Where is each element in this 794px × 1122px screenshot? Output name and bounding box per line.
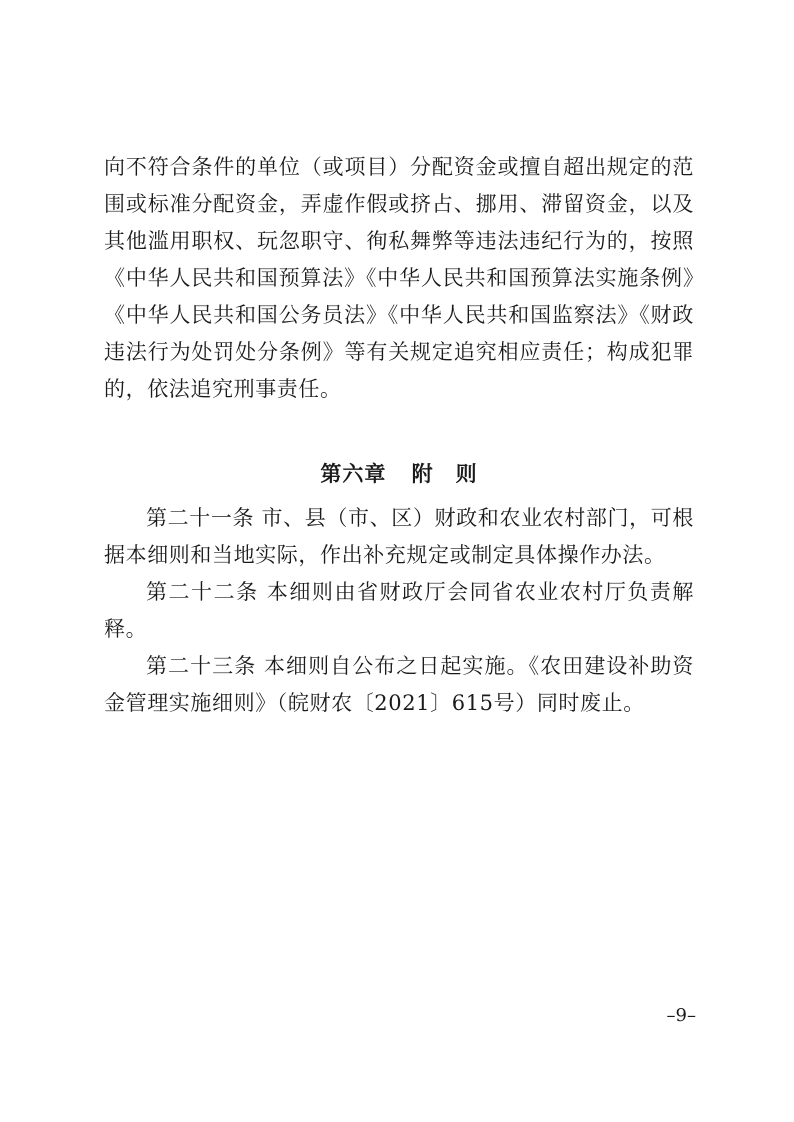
articles-block xyxy=(104,500,694,722)
continued-paragraph-block xyxy=(104,149,694,408)
page-number: –9– xyxy=(666,1005,696,1026)
article-text: 本细则自公布之日起实施。《农田建设补助资金管理实施细则》（皖财农〔2021〕615号）同时废止。 xyxy=(104,654,695,715)
article-number: 第二十三条 xyxy=(146,654,257,678)
article-number: 第二十一条 xyxy=(146,506,255,530)
article-text: 本细则由省财政厅会同省农业农村厅负责解释。 xyxy=(104,580,695,641)
chapter-heading xyxy=(104,456,694,493)
article-22 xyxy=(104,574,694,648)
article-21 xyxy=(104,500,694,574)
article-text: 市、县（市、区）财政和农业农村部门，可根据本细则和当地实际，作出补充规定或制定具体操作办法。 xyxy=(104,506,695,567)
chapter-title: 附 则 xyxy=(411,462,478,486)
article-23 xyxy=(104,648,694,722)
continued-paragraph: 向不符合条件的单位（或项目）分配资金或擅自超出规定的范围或标准分配资金，弄虚作假或挤占、挪用、滞留资金，以及其他滥用职权、玩忽职守、徇私舞弊等违法违纪行为的，按照《中华人民共和国预算法》《中华人民共和国预算法实施条例》《中华人民共和国公务员法》《中华人民共和国监察法》《财政违法行为处罚处分条例》等有关规定追究相应责任；构成犯罪的，依法追究刑事责任。 xyxy=(104,155,694,401)
article-number: 第二十二条 xyxy=(146,580,259,604)
chapter-number: 第六章 xyxy=(320,462,387,486)
